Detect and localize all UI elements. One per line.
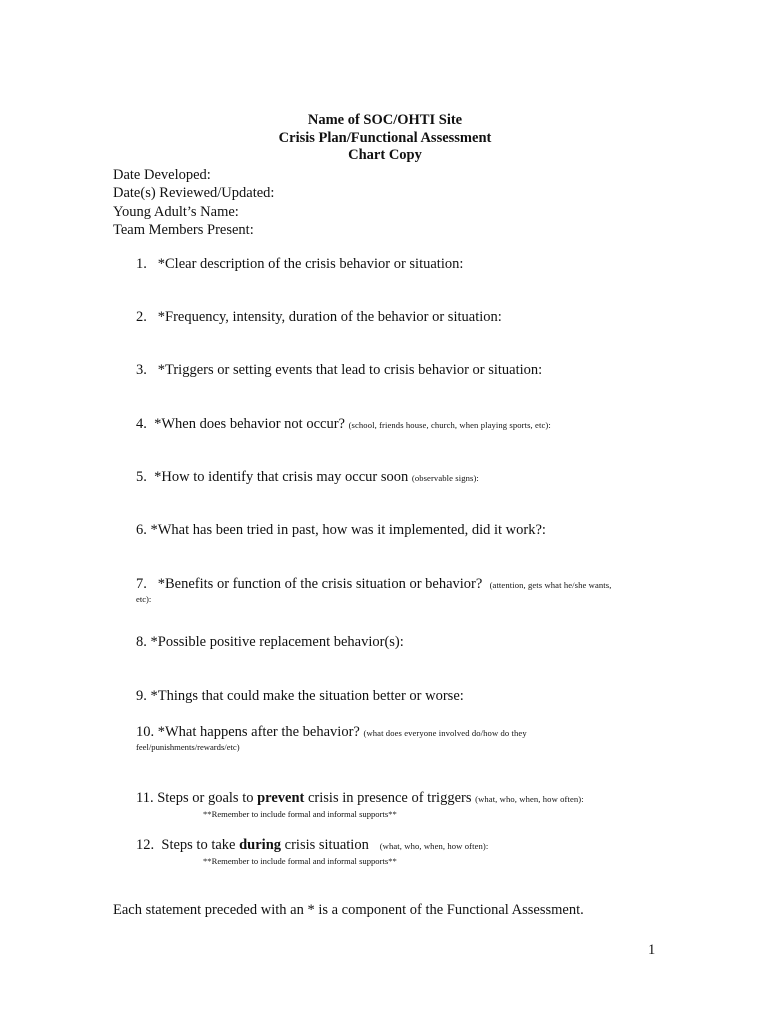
question-12-hint: (what, who, when, how often): [379,841,489,851]
question-1-text: 1. *Clear description of the crisis behavior or situation: [136,256,464,272]
question-8-text: 8. *Possible positive replacement behavior(s): [136,634,404,650]
question-3-text: 3. *Triggers or setting events that lead to crisis behavior or situation: [136,362,543,378]
question-10-hint: (what does everyone involved do/how do they [363,728,527,738]
question-7-hint-continued: etc): [136,594,152,604]
question-1 [136,256,463,273]
footer-statement: Each statement preceded with an * is a component of the Functional Assessment. [113,902,584,918]
question-12-text-end: crisis situation [281,837,380,853]
meta-fields [113,166,274,239]
question-11 [136,790,584,808]
page-number: 1 [648,942,656,958]
site-name-heading: Name of SOC/OHTI Site [307,112,463,128]
question-10 [136,724,527,742]
question-9-text: 9. *Things that could make the situation better or worse: [136,688,464,704]
question-11-hint: (what, who, when, how often): [475,794,584,804]
question-11-text: 11. Steps or goals to [136,790,258,806]
question-6-text: 6. *What has been tried in past, how was it implemented, did it work?: [136,522,546,538]
question-5-text: 5. *How to identify that crisis may occur soon [136,469,412,485]
team-members-label: Team Members Present: [113,221,254,238]
young-adult-name-label: Young Adult’s Name: [113,203,239,220]
question-12-emphasis: during [239,837,282,853]
question-3 [136,362,542,379]
document-title [0,112,770,165]
question-10-hint-continued: feel/punishments/rewards/etc) [136,742,240,752]
date-reviewed-label: Date(s) Reviewed/Updated: [113,185,275,202]
question-2 [136,309,502,326]
question-4-text: 4. *When does behavior not occur? [136,416,349,432]
chart-copy-heading: Chart Copy [348,147,422,163]
question-7 [136,576,611,594]
date-developed-label: Date Developed: [113,167,211,183]
question-7-text: 7. *Benefits or function of the crisis situation or behavior? [136,576,490,592]
question-11-text-end: crisis in presence of triggers [304,790,476,806]
question-11-emphasis: prevent [257,790,305,806]
question-4 [136,416,551,434]
question-4-hint: (school, friends house, church, when playing sports, etc): [348,420,551,430]
question-8 [136,634,404,651]
question-10-text: 10. *What happens after the behavior? [136,724,364,740]
question-6 [136,522,546,539]
form-title-heading: Crisis Plan/Functional Assessment [278,129,492,146]
question-5-hint: (observable signs): [411,473,479,483]
question-2-text: 2. *Frequency, intensity, duration of the behavior or situation: [136,309,502,325]
question-9 [136,688,464,705]
question-12-note: **Remember to include formal and informal supports** [203,856,397,866]
question-11-note: **Remember to include formal and informal supports** [203,809,397,819]
question-12-text: 12. Steps to take [136,837,240,853]
question-12 [136,837,488,855]
question-5 [136,469,479,487]
question-7-hint: (attention, gets what he/she wants, [489,580,612,590]
